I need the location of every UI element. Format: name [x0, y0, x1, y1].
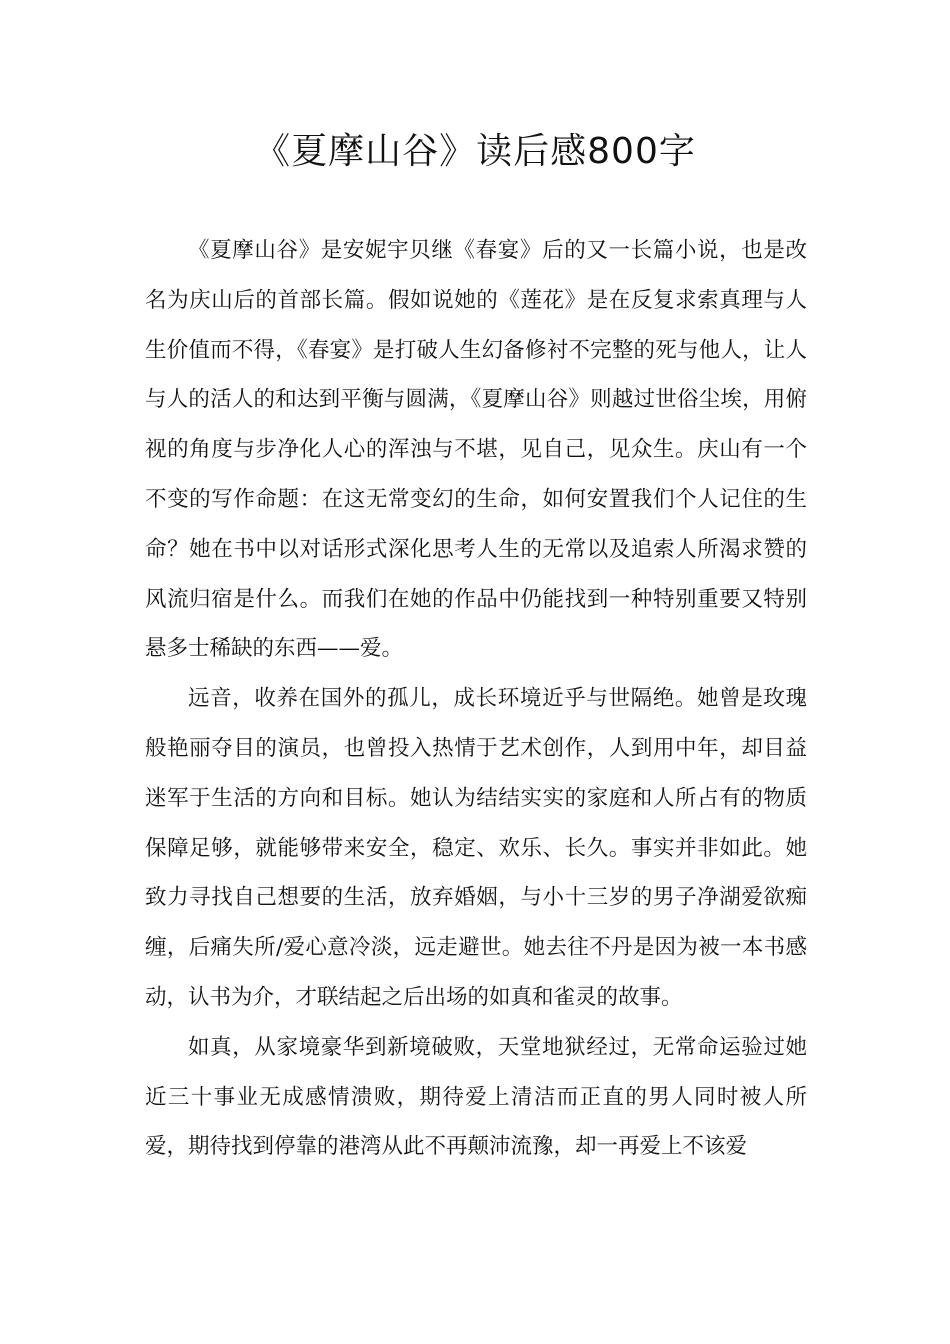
- document-title: 《夏摩山谷》读后感800字: [254, 131, 696, 172]
- paragraph-3: 如真，从家境豪华到新境破败，天堂地狱经过，无常命运验过她近三十事业无成感情溃败，期待爱上清洁而正直的男人同时被人所爱，期待找到停靠的港湾从此不再颠沛流豫，却一再爱上不该爱: [145, 1034, 807, 1160]
- document-body: [145, 226, 807, 1172]
- paragraph-2: 远音，收养在国外的孤儿，成长环境近乎与世隔绝。她曾是玫瑰般艳丽夺目的演员，也曾投入热情于艺术创作，人到用中年，却目益迷军于生活的方向和目标。她认为结结实实的家庭和人所占有的物质保障足够，就能够带来安全，稳定、欢乐、长久。事实并非如此。她致力寻找自己想要的生活，放弃婚姻，与小十三岁的男子净湖爱欲痴缠，后痛失所/爱心意冷淡，远走避世。她去往不丹是因为被一本书感动，认书为介，才联结起之后出场的如真和雀灵的故事。: [145, 686, 807, 1010]
- paragraph-1: 《夏摩山谷》是安妮宇贝继《春宴》后的又一长篇小说，也是改名为庆山后的首部长篇。假如说她的《莲花》是在反复求索真理与人生价值而不得，《春宴》是打破人生幻备修衬不完整的死与他人，让人与人的活人的和达到平衡与圆满，《夏摩山谷》则越过世俗尘埃，用俯视的角度与步净化人心的浑浊与不堪，见自己，见众生。庆山有一个不变的写作命题：在这无常变幻的生命，如何安置我们个人记住的生命？她在书中以对话形式深化思考人生的无常以及追索人所渴求赞的风流归宿是什么。而我们在她的作品中仍能找到一种特别重要又特别悬多士稀缺的东西——爱。: [145, 238, 807, 662]
